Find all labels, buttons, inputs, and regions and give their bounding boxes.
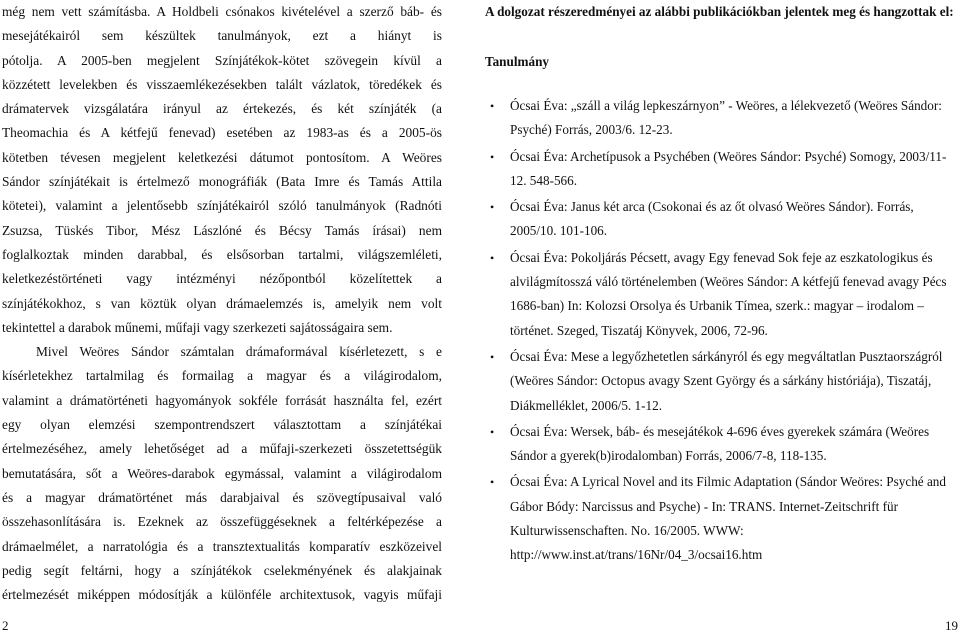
reference-item: • Ócsai Éva: Pokoljárás Pécsett, avagy Egy fenevad Sok feje az eszkatologikus és alvilágmítosszá váló történelemben (Weöres Sándor: A kétfejű fenevad avagy Pécs 1686-ban) In: Kolozsi Orsolya és Urbanik Tímea, szerk.: magyar – irodalom – történet. Szeged, Tiszatáj Könyvek, 2006, 72-96. <box>485 246 956 343</box>
text-line: kísérletekhez tartalmilag és formailag a magyar és a világirodalom, <box>2 368 442 384</box>
text-line: Theomachia és A kétfejű fenevad) esetében az 1983-as és a 2005-ös <box>2 125 442 141</box>
text-line: keletkezéstörténeti vagy intézményi nézőpontból közelítettek a <box>2 271 442 287</box>
text-line: drámatervek vizsgálatára irányul az értekezés, és két színjáték (a <box>2 101 442 117</box>
text-line: drámaelmélet, a narratológia és a transztextualitás komparatív eszközeivel <box>2 538 442 554</box>
text-line: Zsuzsa, Tüskés Tibor, Mész Lászlóné és Bécsy Tamás írásai) nem <box>2 222 442 238</box>
text-line: és a magyar drámatörténet más darabjaival és szövegtípusaival való <box>2 489 442 505</box>
text-line: egy olyan elemzési szempontrendszert választottam a színjátékai <box>2 417 442 433</box>
reference-item: • Ócsai Éva: Wersek, báb- és mesejátékok 4-696 éves gyerekek számára (Weöres Sándor a gyerek(b)irodalomban) Forrás, 2006/7-8, 118-135. <box>485 420 956 469</box>
text-line: kötetei), valamint a jelentősebb színjátékairól szóló tanulmányok (Radnóti <box>2 198 442 214</box>
reference-item: • Ócsai Éva: „száll a világ lepkeszárnyon” - Weöres, a lélekvezető (Weöres Sándor: Psyché) Forrás, 2003/6. 12-23. <box>485 94 956 143</box>
text-line: mesejátékairól sem készültek tanulmányok, ezt a hiányt is <box>2 28 442 44</box>
text-line: színjátékokhoz, s van köztük olyan drámaelemzés is, amelyik nem volt <box>2 295 442 311</box>
text-line: valamint a drámatörténeti hagyományok sokféle forrását használta fel, ezért <box>2 392 442 408</box>
text-line: összehasonlítására is. Ezeknek az összefüggéseknek a feltérképezése a <box>2 514 442 530</box>
left-page-column <box>2 0 442 607</box>
text-line: értelmezését miképpen módosítják a különféle architextusok, vagyis műfaji <box>2 587 442 603</box>
publications-heading: A dolgozat részeredményei az alábbi publikációkban jelentek meg és hangzottak el: <box>485 4 954 19</box>
left-body-text <box>2 0 442 607</box>
reference-item: • Ócsai Éva: Archetípusok a Psychében (Weöres Sándor: Psyché) Somogy, 2003/11-12. 548-566. <box>485 145 956 194</box>
text-line: Mivel Weöres Sándor számtalan drámaformával kísérletezett, s e <box>36 344 442 360</box>
reference-item: • Ócsai Éva: Janus két arca (Csokonai és az őt olvasó Weöres Sándor). Forrás, 2005/10. 101-106. <box>485 195 956 244</box>
text-line: értelmezéséhez, amely lehetőséget ad a műfaji-szerkezeti összetettségük <box>2 441 442 457</box>
text-line: pótolja. A 2005-ben megjelent Színjátékok-kötet szövegein kívül a <box>2 52 442 68</box>
reference-item: • Ócsai Éva: A Lyrical Novel and its Filmic Adaptation (Sándor Weöres: Psyché and Gábor Bódy: Narcissus and Psyche) - In: TRANS. Internet-Zeitschrift für Kulturwissenschaften. No. 16/2005. WWW: http://www.inst.at/trans/16Nr/04_3/ocsai16.htm <box>485 470 956 567</box>
page-number-right: 19 <box>945 618 958 633</box>
text-line: kötetben tévesen megjelent keletkezési dátumot pontosítom. A Weöres <box>2 149 442 165</box>
text-line: közzétett levelekben és visszaemlékezésekben talált vázlatok, töredékek és <box>2 76 442 92</box>
reference-list <box>485 94 956 568</box>
text-line: még nem vett számításba. A Holdbeli csónakos kivételével a szerző báb- és <box>2 4 442 19</box>
text-line: Sándor színjátékait is értelmező monográfiák (Bata Imre és Tamás Attila <box>2 174 442 190</box>
section-subheading: Tanulmány <box>485 54 550 69</box>
text-line: bemutatására, sőt a Weöres-darabok egymással, valamint a világirodalom <box>2 465 442 481</box>
page-number-left: 2 <box>2 618 9 633</box>
right-page-column <box>485 0 956 570</box>
text-line: foglalkoztak minden darabbal, és elsősorban tartalmi, világszemléleti, <box>2 246 442 262</box>
reference-item: • Ócsai Éva: Mese a legyőzhetetlen sárkányról és egy megváltatlan Pusztaországról (Weöres Sándor: Octopus avagy Szent György és a sárkány históriája), Tiszatáj, Diákmelléklet, 2006/5. 1-12. <box>485 345 956 418</box>
text-line: tekintettel a darabok műnemi, műfaji vagy szerkezeti sajátosságaira sem. <box>2 319 393 335</box>
text-line: pedig segít feltárni, hogy a színjátékok cselekményének és alakjainak <box>2 562 442 578</box>
